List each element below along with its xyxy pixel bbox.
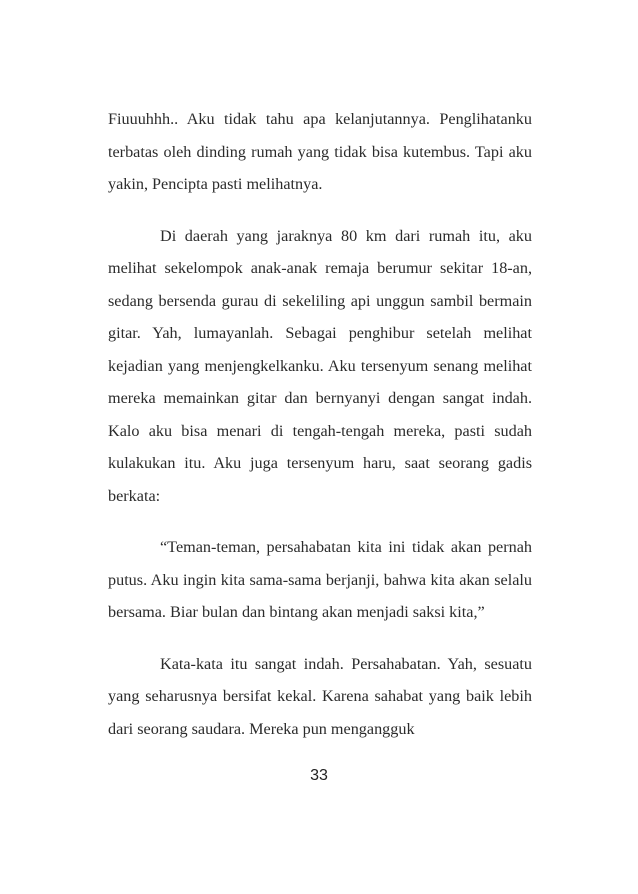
paragraph-2: Di daerah yang jaraknya 80 km dari rumah itu, aku melihat sekelompok anak-anak remaja berumur sekitar 18-an, sedang bersenda gurau di sekeliling api unggun sambil bermain gitar. Yah, lumayanlah. Sebagai penghibur setelah melihat kejadian yang menjengkelkanku. Aku tersenyum senang melihat mereka memainkan gitar dan bernyanyi dengan sangat indah. Kalo aku bisa menari di tengah-tengah mereka, pasti sudah kulakukan itu. Aku juga tersenyum haru, saat seorang gadis berkata: <box>108 226 532 505</box>
paragraph-4: Kata-kata itu sangat indah. Persahabatan. Yah, sesuatu yang seharusnya bersifat kekal. Karena sahabat yang baik lebih dari seorang saudara. Mereka pun mengangguk <box>108 654 532 738</box>
paragraph-1: Fiuuuhhh.. Aku tidak tahu apa kelanjutannya. Penglihatanku terbatas oleh dinding rumah yang tidak bisa kutembus. Tapi aku yakin, Pencipta pasti melihatnya. <box>108 110 532 193</box>
body-text <box>108 103 532 764</box>
page-number: 33 <box>310 767 328 784</box>
paragraph-3: “Teman-teman, persahabatan kita ini tidak akan pernah putus. Aku ingin kita sama-sama berjanji, bahwa kita akan selalu bersama. Biar bulan dan bintang akan menjadi saksi kita,” <box>108 538 532 621</box>
